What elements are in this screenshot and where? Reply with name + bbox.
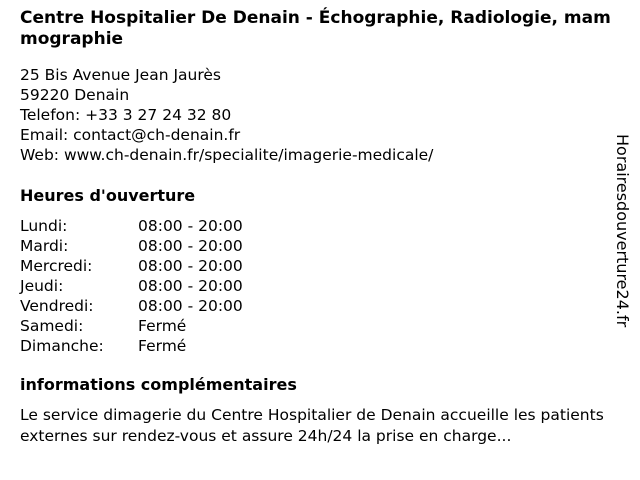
day-label: Lundi: <box>20 217 68 235</box>
page-title: Centre Hospitalier De Denain - Échographie, Radiologie, mammographie <box>20 8 611 49</box>
hours-row-samedi <box>20 316 243 336</box>
day-label: Dimanche: <box>20 337 104 355</box>
day-label: Samedi: <box>20 317 84 335</box>
place-card <box>20 8 614 447</box>
email-address: Email: contact@ch-denain.fr <box>20 126 241 144</box>
day-label: Mercredi: <box>20 257 93 275</box>
time-range: 08:00 - 20:00 <box>138 257 243 275</box>
street-address: 25 Bis Avenue Jean Jaurès <box>20 66 222 84</box>
time-range: 08:00 - 20:00 <box>138 277 243 295</box>
website-link: Web: www.ch-denain.fr/specialite/imagerie-medicale/ <box>20 146 434 164</box>
time-range: Fermé <box>138 337 187 355</box>
time-range: 08:00 - 20:00 <box>138 237 243 255</box>
city-postcode: 59220 Denain <box>20 86 130 104</box>
day-label: Mardi: <box>20 237 69 255</box>
additional-info-heading: informations complémentaires <box>20 375 297 394</box>
time-range: Fermé <box>138 317 187 335</box>
hours-row-mardi <box>20 236 243 256</box>
hours-row-dimanche <box>20 336 243 356</box>
phone-number: Telefon: +33 3 27 24 32 80 <box>20 106 232 124</box>
additional-info-text: Le service dimagerie du Centre Hospitalier de Denain accueille les patients externes sur rendez-vous et assure 24h/24 la prise en charge... <box>20 406 604 445</box>
opening-hours-table <box>20 216 243 356</box>
address-block <box>20 65 614 165</box>
hours-row-jeudi <box>20 276 243 296</box>
time-range: 08:00 - 20:00 <box>138 217 243 235</box>
day-label: Jeudi: <box>20 277 64 295</box>
hours-row-mercredi <box>20 256 243 276</box>
opening-hours-heading: Heures d'ouverture <box>20 186 196 205</box>
site-watermark-label: Horairesdouverture24.fr <box>613 134 632 328</box>
time-range: 08:00 - 20:00 <box>138 297 243 315</box>
hours-row-lundi <box>20 216 243 236</box>
day-label: Vendredi: <box>20 297 94 315</box>
hours-row-vendredi <box>20 296 243 316</box>
